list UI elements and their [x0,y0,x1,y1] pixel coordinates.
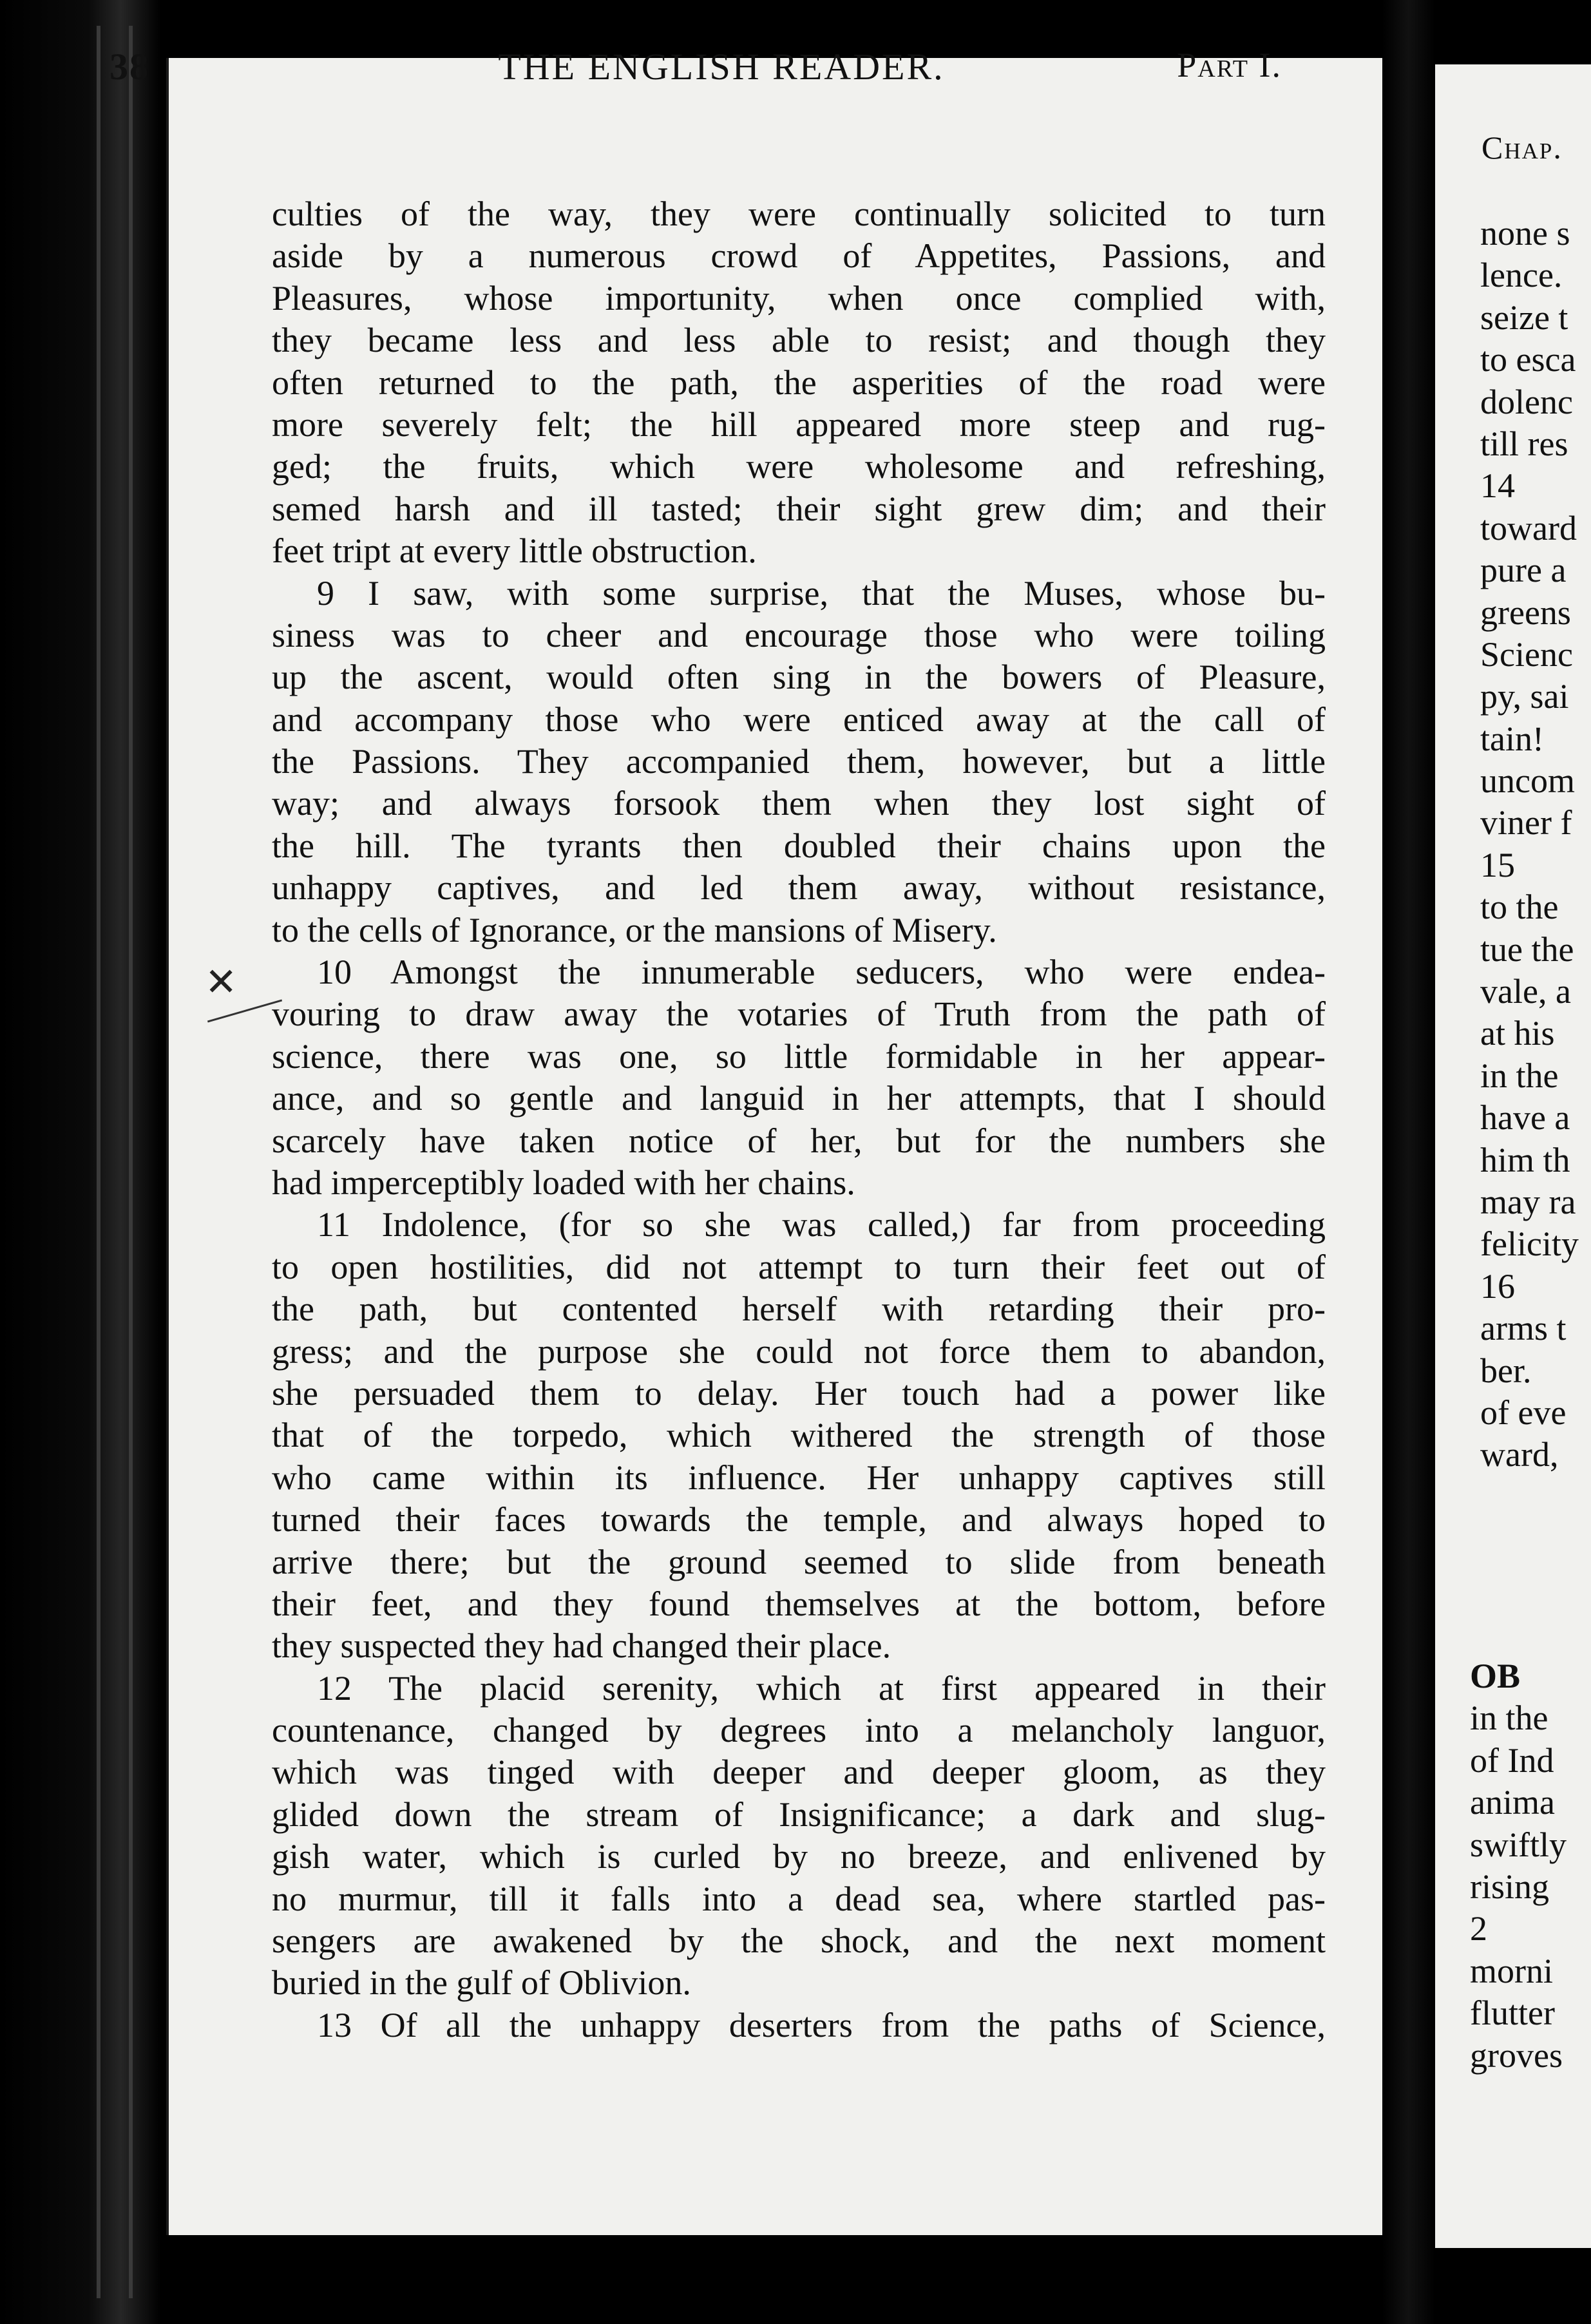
text-line: they suspected they had changed their place. [272,1626,891,1666]
right-text-line: greens [1480,593,1571,632]
right-page-text-lower [1470,1655,1591,2077]
text-line: she persuaded them to delay. Her touch had a power like [272,1373,1326,1413]
text-line: to open hostilities, did not attempt to turn their feet out of [272,1247,1326,1286]
right-text-line: pure a [1480,551,1567,590]
right-text-line: have a [1480,1098,1570,1138]
text-line: the path, but contented herself with retarding their pro- [272,1290,1326,1329]
right-text-line: anima [1470,1783,1555,1822]
right-text-line: toward [1480,508,1577,548]
right-text-line: OB [1470,1657,1521,1695]
part-label: Part I. [1177,46,1282,84]
right-text-line: morni [1470,1951,1553,1990]
right-text-line: seize t [1480,298,1568,337]
text-line: 13 Of all the unhappy deserters from the paths of Science, [317,2005,1326,2044]
right-text-line: to the [1480,888,1559,927]
text-line: arrive there; but the ground seemed to slide from beneath [272,1542,1326,1581]
right-text-line: arms t [1480,1309,1567,1348]
right-text-line: none s [1480,214,1570,252]
binding-stripe [97,26,100,2298]
text-line: science, there was one, so little formidable in her appear- [272,1036,1326,1076]
right-text-line: 16 [1480,1266,1515,1306]
text-line: more severely felt; the hill appeared more steep and rug- [272,405,1326,444]
text-line: that of the torpedo, which withered the strength of those [272,1416,1326,1455]
text-line: gish water, which is curled by no breeze, and enlivened by [272,1837,1326,1876]
text-line: glided down the stream of Insignificance; a dark and slug- [272,1795,1326,1834]
right-text-line: 2 [1470,1909,1487,1948]
text-line: often returned to the path, the asperities of the road were [272,363,1326,402]
text-line: 9 I saw, with some surprise, that the Muses, whose bu- [317,573,1326,613]
right-text-line: tue the [1480,929,1574,969]
book-binding-left [0,0,161,2324]
right-text-line: felicity [1480,1224,1579,1264]
right-text-line: in the [1480,1056,1559,1095]
right-text-line: rising [1470,1867,1550,1906]
right-text-line: of eve [1480,1393,1567,1432]
text-line: which was tinged with deeper and deeper gloom, as they [272,1753,1326,1792]
right-text-line: ward, [1480,1435,1559,1474]
right-text-line: in the [1470,1699,1548,1738]
text-line: gress; and the purpose she could not force them to abandon, [272,1331,1326,1371]
right-text-line: 15 [1480,845,1515,884]
right-text-line: 14 [1480,466,1515,506]
running-title: THE ENGLISH READER. [498,46,945,88]
text-line: vouring to draw away the votaries of Truth from the path of [272,995,1326,1034]
text-line: ged; the fruits, which were wholesome and refreshing, [272,447,1326,486]
text-line: buried in the gulf of Oblivion. [272,1963,691,2003]
text-line: 10 Amongst the innumerable seducers, who were endea- [317,953,1326,992]
text-line: turned their faces towards the temple, and always hoped to [272,1500,1326,1539]
margin-annotation-mark: ✕ [205,961,238,1004]
right-page-text [1480,213,1591,1476]
right-text-line: till res [1480,424,1568,463]
right-text-line: viner f [1480,803,1572,843]
text-line: they became less and less able to resist; and though they [272,321,1326,360]
book-gutter [1382,0,1435,2324]
binding-stripe [129,26,133,2298]
right-text-line: at his [1480,1014,1555,1053]
text-line: siness was to cheer and encourage those who were toiling [272,615,1326,654]
text-line: ance, and so gentle and languid in her attempts, that I should [272,1079,1326,1118]
right-text-line: him th [1480,1140,1570,1179]
right-text-line: Scienc [1480,634,1573,674]
text-line: culties of the way, they were continually solicited to turn [272,195,1326,233]
right-text-line: tain! [1480,719,1544,758]
text-line: feet tript at every little obstruction. [272,531,757,571]
right-text-line: dolenc [1480,382,1573,421]
text-line: the hill. The tyrants then doubled their chains upon the [272,826,1326,865]
text-line: 11 Indolence, (for so she was called,) far from proceeding [317,1205,1326,1244]
page-header [110,45,1333,116]
right-page-header: Chap. [1481,129,1563,166]
text-line: semed harsh and ill tasted; their sight grew dim; and their [272,489,1326,528]
text-line: countenance, changed by degrees into a melancholy languor, [272,1711,1326,1750]
text-line: way; and always forsook them when they lost sight of [272,784,1326,823]
text-line: the Passions. They accompanied them, however, but a little [272,742,1326,781]
text-line: unhappy captives, and led them away, without resistance, [272,868,1326,908]
text-line: no murmur, till it falls into a dead sea, where startled pas- [272,1879,1326,1918]
right-text-line: vale, a [1480,972,1571,1011]
right-text-line: flutter [1470,1994,1555,2033]
right-text-line: lence. [1480,256,1563,295]
text-line: had imperceptibly loaded with her chains. [272,1163,855,1202]
right-text-line: of Ind [1470,1740,1554,1780]
text-line: their feet, and they found themselves at the bottom, before [272,1584,1326,1623]
right-text-line: to esca [1480,340,1576,379]
text-line: and accompany those who were enticed away at the call of [272,700,1326,739]
right-text-line: swiftly [1470,1825,1567,1864]
right-text-line: groves [1470,2035,1563,2075]
text-line: who came within its influence. Her unhappy captives still [272,1458,1326,1497]
text-line: 12 The placid serenity, which at first appeared in their [317,1668,1326,1708]
text-line: to the cells of Ignorance, or the mansions of Misery. [272,910,997,949]
text-line: up the ascent, would often sing in the bowers of Pleasure, [272,658,1326,697]
right-text-line: may ra [1480,1182,1576,1221]
page-number: 38 [110,46,149,88]
text-line: aside by a numerous crowd of Appetites, Passions, and [272,236,1326,276]
right-text-line: py, sai [1480,677,1569,716]
text-line: scarcely have taken notice of her, but for the numbers she [272,1121,1326,1160]
text-line: sengers are awakened by the shock, and the next moment [272,1921,1326,1961]
body-text [272,193,1326,2046]
right-text-line: ber. [1480,1351,1532,1390]
text-line: Pleasures, whose importunity, when once complied with, [272,278,1326,318]
right-text-line: uncom [1480,761,1575,801]
